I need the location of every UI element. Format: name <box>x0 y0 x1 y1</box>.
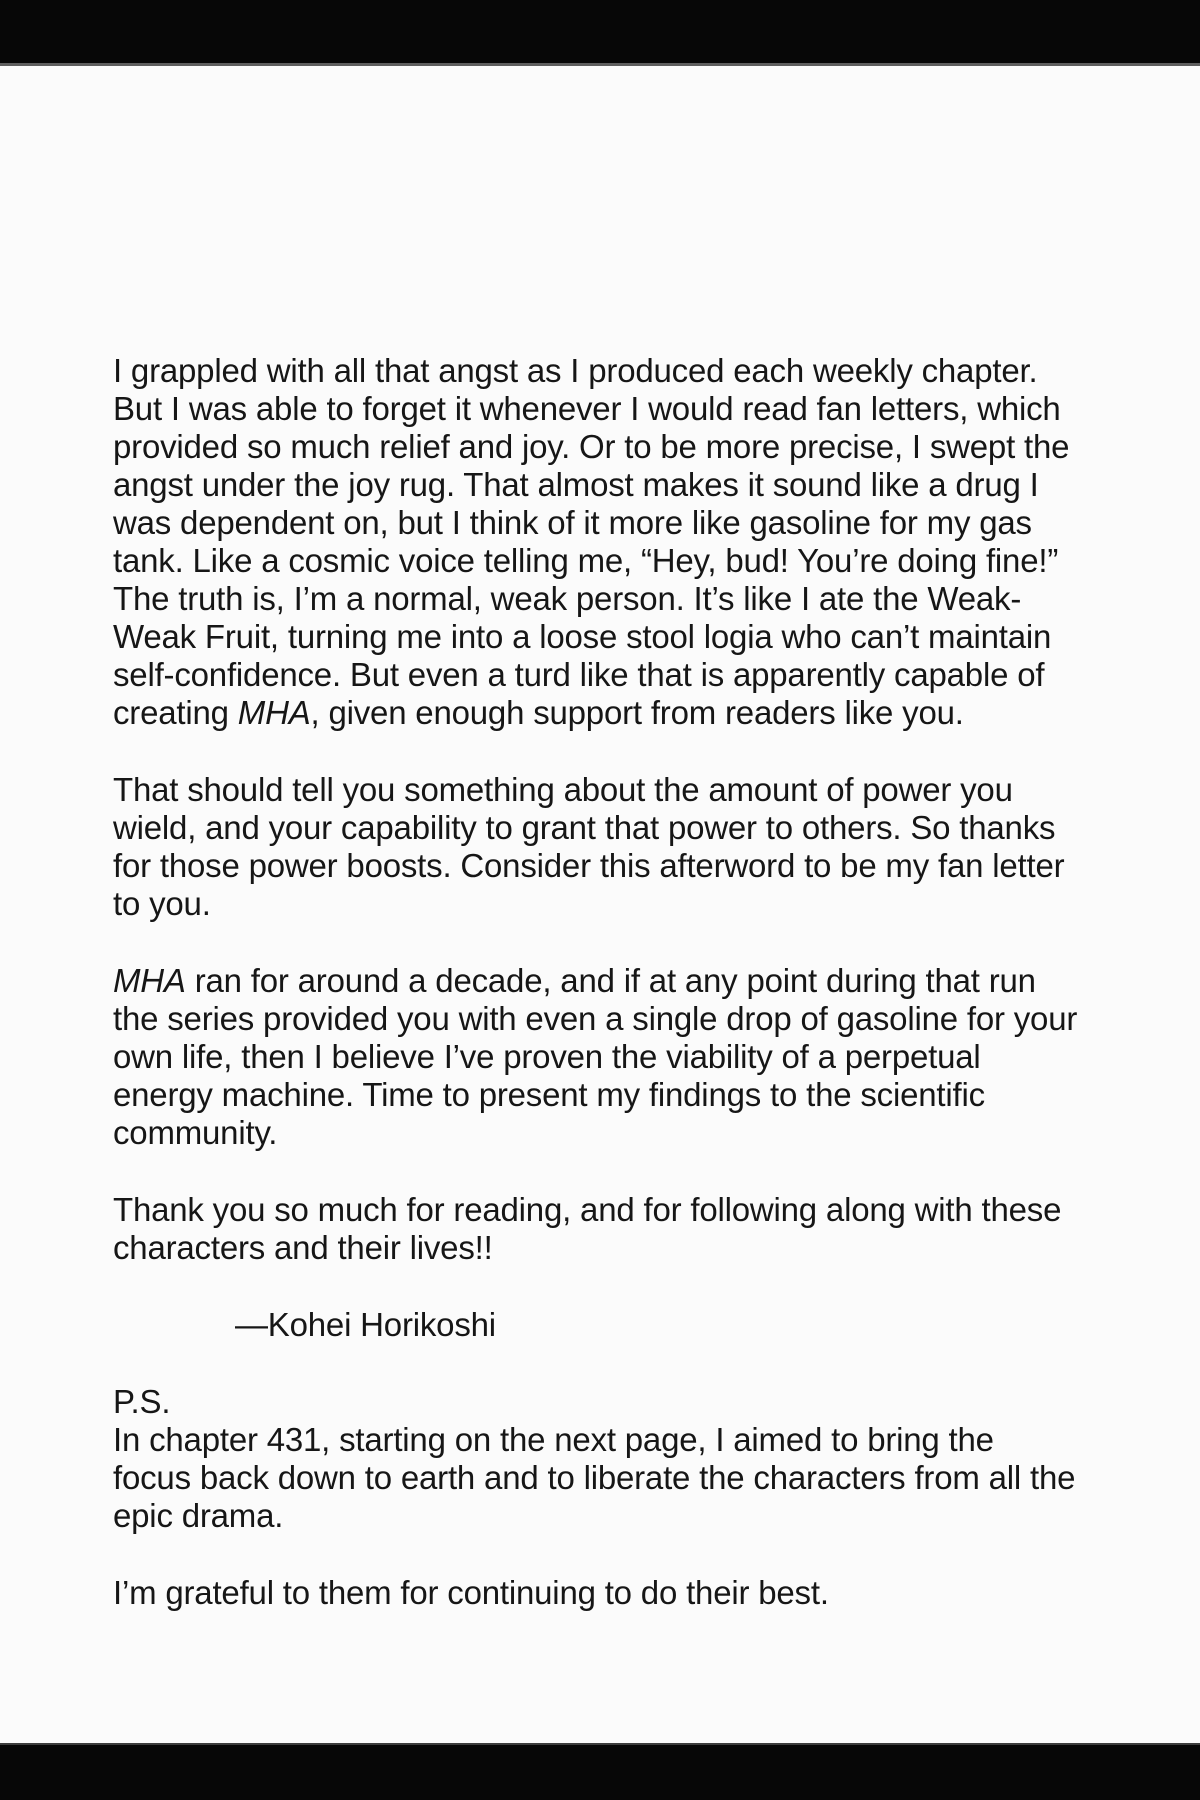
text-segment: , given enough support from readers like you. <box>310 694 964 731</box>
text-line: characters and their lives!! <box>113 1229 493 1266</box>
text-line <box>113 694 1103 732</box>
postscript-label: P.S. <box>113 1383 171 1420</box>
text-line: I grappled with all that angst as I produced each weekly chapter. <box>113 352 1038 389</box>
text-line: epic drama. <box>113 1497 284 1534</box>
text-line: own life, then I believe I’ve proven the viability of a perpetual <box>113 1038 981 1075</box>
text-segment: creating <box>113 694 238 731</box>
text-line: was dependent on, but I think of it more like gasoline for my gas <box>113 504 1032 541</box>
author-signature: —Kohei Horikoshi <box>235 1306 496 1343</box>
text-line: Thank you so much for reading, and for following along with these <box>113 1191 1062 1228</box>
paragraph-2 <box>113 771 1103 923</box>
bottom-black-bar <box>0 1743 1200 1800</box>
text-line: for those power boosts. Consider this afterword to be my fan letter <box>113 847 1065 884</box>
text-line: tank. Like a cosmic voice telling me, “Hey, bud! You’re doing fine!” <box>113 542 1059 579</box>
afterword-body <box>113 352 1103 1612</box>
text-line: That should tell you something about the amount of power you <box>113 771 1013 808</box>
text-line: community. <box>113 1114 278 1151</box>
text-line: self-confidence. But even a turd like that is apparently capable of <box>113 656 1045 693</box>
text-line: angst under the joy rug. That almost makes it sound like a drug I <box>113 466 1039 503</box>
paragraph-4 <box>113 1191 1103 1267</box>
text-line: to you. <box>113 885 211 922</box>
text-line: Weak Fruit, turning me into a loose stool logia who can’t maintain <box>113 618 1052 655</box>
paragraph-1 <box>113 352 1103 732</box>
text-line: In chapter 431, starting on the next page, I aimed to bring the <box>113 1421 994 1458</box>
paragraph-3 <box>113 962 1103 1152</box>
series-title-italic: MHA <box>113 962 186 999</box>
text-line: focus back down to earth and to liberate the characters from all the <box>113 1459 1076 1496</box>
text-line: But I was able to forget it whenever I would read fan letters, which <box>113 390 1061 427</box>
closing-line-block <box>113 1574 1103 1612</box>
text-line: wield, and your capability to grant that power to others. So thanks <box>113 809 1056 846</box>
text-line: The truth is, I’m a normal, weak person. It’s like I ate the Weak- <box>113 580 1022 617</box>
text-segment: ran for around a decade, and if at any point during that run <box>185 962 1036 999</box>
text-line <box>113 962 1103 1000</box>
top-black-bar <box>0 0 1200 66</box>
closing-line: I’m grateful to them for continuing to do their best. <box>113 1574 829 1611</box>
text-line: energy machine. Time to present my findings to the scientific <box>113 1076 985 1113</box>
text-line: provided so much relief and joy. Or to be more precise, I swept the <box>113 428 1070 465</box>
text-line: the series provided you with even a single drop of gasoline for your <box>113 1000 1078 1037</box>
series-title-italic: MHA <box>237 694 311 731</box>
signature-block <box>113 1306 1103 1344</box>
postscript-block <box>113 1383 1103 1535</box>
